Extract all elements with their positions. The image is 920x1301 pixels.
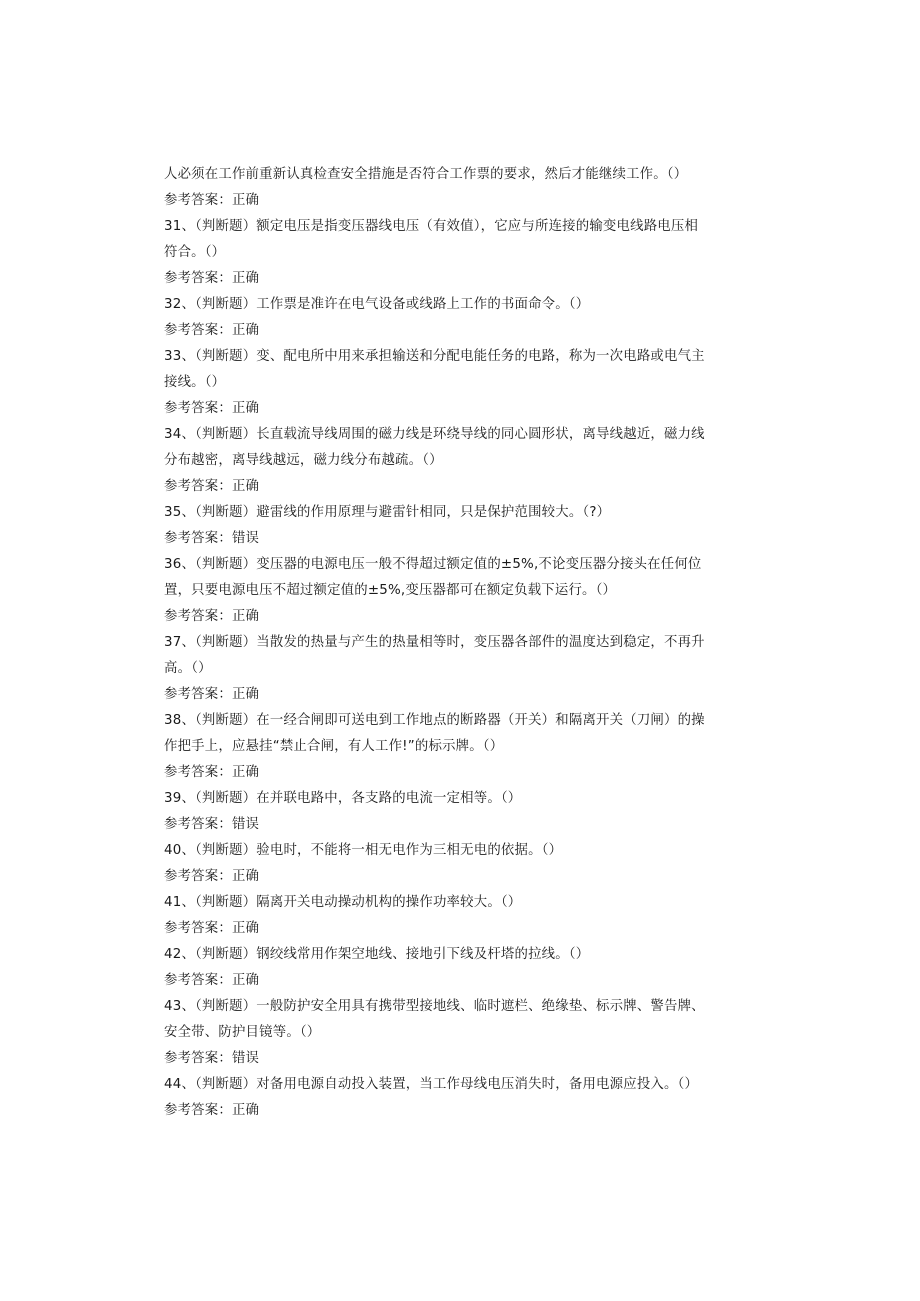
question-line: 36、（判断题）变压器的电源电压一般不得超过额定值的±5%,不论变压器分接头在任何位: [164, 557, 702, 572]
answer-line: 参考答案：错误: [164, 817, 260, 832]
answer-line: 参考答案：正确: [164, 869, 260, 884]
question-line: 33、（判断题）变、配电所中用来承担输送和分配电能任务的电路，称为一次电路或电气主: [164, 349, 705, 364]
answer-line: 参考答案：正确: [164, 609, 260, 624]
answer-line: 参考答案：错误: [164, 531, 260, 546]
answer-line: 参考答案：错误: [164, 1051, 260, 1066]
answer-line: 参考答案：正确: [164, 193, 260, 208]
question-line: 35、（判断题）避雷线的作用原理与避雷针相同，只是保护范围较大。（?）: [164, 505, 611, 520]
question-line: 置，只要电源电压不超过额定值的±5%,变压器都可在额定负载下运行。（）: [164, 583, 617, 598]
answer-line: 参考答案：正确: [164, 973, 260, 988]
answer-line: 参考答案：正确: [164, 401, 260, 416]
answer-line: 参考答案：正确: [164, 1103, 260, 1118]
answer-line: 参考答案：正确: [164, 765, 260, 780]
question-line: 高。（）: [164, 661, 212, 676]
question-line: 安全带、防护目镜等。（）: [164, 1025, 321, 1040]
question-line: 40、（判断题）验电时，不能将一相无电作为三相无电的依据。（）: [164, 843, 563, 858]
document-body: [164, 162, 756, 1124]
answer-line: 参考答案：正确: [164, 479, 260, 494]
answer-line: 参考答案：正确: [164, 921, 260, 936]
question-line: 38、（判断题）在一经合闸即可送电到工作地点的断路器（开关）和隔离开关（刀闸）的操: [164, 713, 705, 728]
question-line: 39、（判断题）在并联电路中，各支路的电流一定相等。（）: [164, 791, 522, 806]
question-line: 符合。（）: [164, 245, 226, 260]
question-line: 31、（判断题）额定电压是指变压器线电压（有效值），它应与所连接的输变电线路电压相: [164, 219, 699, 234]
text-line: 人必须在工作前重新认真检查安全措施是否符合工作票的要求，然后才能继续工作。（）: [164, 167, 688, 182]
question-line: 34、（判断题）长直载流导线周围的磁力线是环绕导线的同心圆形状，离导线越近，磁力线: [164, 427, 705, 442]
question-line: 作把手上，应悬挂“禁止合闸，有人工作!”的标示牌。（）: [164, 739, 504, 754]
answer-line: 参考答案：正确: [164, 687, 260, 702]
question-line: 43、（判断题）一般防护安全用具有携带型接地线、临时遮栏、绝缘垫、标示牌、警告牌、: [164, 999, 705, 1014]
question-line: 42、（判断题）钢绞线常用作架空地线、接地引下线及杆塔的拉线。（）: [164, 947, 590, 962]
question-line: 32、（判断题）工作票是准许在电气设备或线路上工作的书面命令。（）: [164, 297, 590, 312]
question-line: 接线。（）: [164, 375, 226, 390]
answer-line: 参考答案：正确: [164, 323, 260, 338]
question-line: 41、（判断题）隔离开关电动操动机构的操作功率较大。（）: [164, 895, 522, 910]
question-line: 44、（判断题）对备用电源自动投入装置，当工作母线电压消失时，备用电源应投入。（）: [164, 1077, 699, 1092]
answer-line: 参考答案：正确: [164, 271, 260, 286]
question-line: 分布越密，离导线越远，磁力线分布越疏。（）: [164, 453, 443, 468]
question-line: 37、（判断题）当散发的热量与产生的热量相等时，变压器各部件的温度达到稳定，不再升: [164, 635, 705, 650]
